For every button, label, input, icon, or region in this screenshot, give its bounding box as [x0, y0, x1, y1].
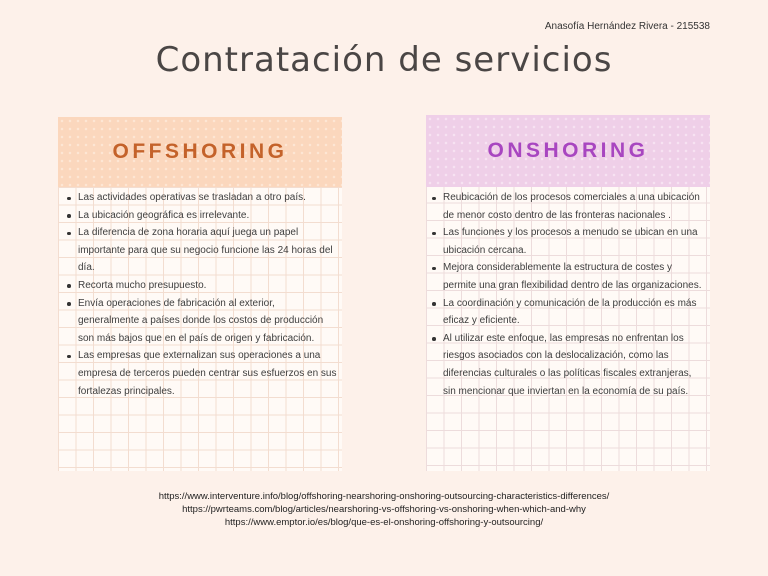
source-link[interactable]: https://www.interventure.info/blog/offshoring-nearshoring-onshoring-outsourcing-characteristics-differences/ [158, 491, 610, 502]
list-item: Envía operaciones de fabricación al exterior, generalmente a países donde los costos de producción son más bajos que en el país de origen y fabricación. [78, 295, 338, 348]
source-link[interactable]: https://www.emptor.io/es/blog/que-es-el-onshoring-offshoring-y-outsourcing/ [224, 517, 544, 528]
list-item: La diferencia de zona horaria aquí juega un papel importante para que su negocio funcione las 24 horas del día. [78, 224, 338, 277]
onshoring-heading: ONSHORING [426, 115, 710, 187]
onshoring-card [426, 115, 710, 471]
page-title: Contratación de servicios [155, 40, 613, 80]
list-item: Al utilizar este enfoque, las empresas no enfrentan los riesgos asociados con la deslocalización, como las diferencias culturales o las políticas fiscales extranjeras, sin mencionar que inviertan en la economía de su país. [443, 330, 706, 400]
offshoring-heading: OFFSHORING [58, 117, 342, 187]
list-item: La ubicación geográfica es irrelevante. [78, 207, 338, 225]
offshoring-card [58, 117, 342, 471]
list-item: La coordinación y comunicación de la producción es más eficaz y eficiente. [443, 295, 706, 330]
onshoring-list [426, 187, 710, 400]
list-item: Las empresas que externalizan sus operaciones a una empresa de terceros pueden centrar sus esfuerzos en sus fortalezas principales. [78, 347, 338, 400]
list-item: Recorta mucho presupuesto. [78, 277, 338, 295]
source-link[interactable]: https://pwrteams.com/blog/articles/nearshoring-vs-offshoring-vs-onshoring-when-which-and-why [182, 504, 586, 515]
sources-list [0, 490, 768, 529]
author-name: Anasofía Hernández Rivera - 215538 [544, 21, 710, 32]
list-item: Mejora considerablemente la estructura de costes y permite una gran flexibilidad dentro de las organizaciones. [443, 259, 706, 294]
list-item: Reubicación de los procesos comerciales a una ubicación de menor costo dentro de las fronteras nacionales . [443, 189, 706, 224]
list-item: Las funciones y los procesos a menudo se ubican en una ubicación cercana. [443, 224, 706, 259]
list-item: Las actividades operativas se trasladan a otro país. [78, 189, 338, 207]
offshoring-list [58, 187, 342, 400]
